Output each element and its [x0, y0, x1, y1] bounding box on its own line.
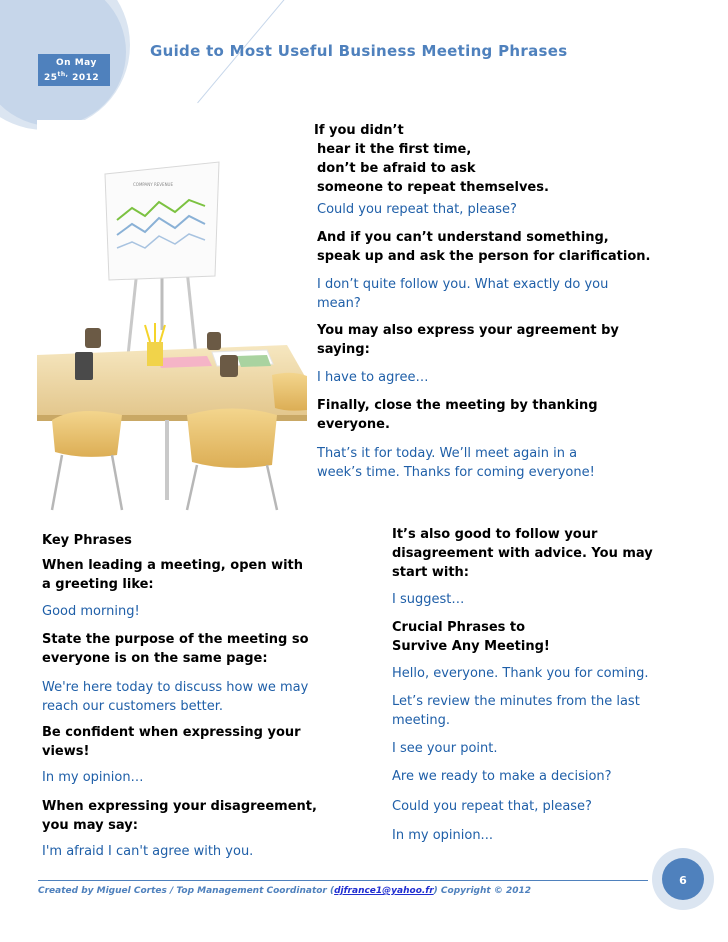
- phrase-agree: I have to agree…: [317, 370, 429, 385]
- phrase-hello: Hello, everyone. Thank you for coming.: [392, 666, 649, 681]
- phrase-greeting: Good morning!: [42, 604, 140, 619]
- crucial-phrases-heading: Crucial Phrases to Survive Any Meeting!: [392, 620, 550, 654]
- meeting-room-image: [37, 120, 307, 513]
- key-phrases-heading: Key Phrases: [42, 533, 132, 548]
- phrase-purpose: We're here today to discuss how we may reach our customers better.: [42, 680, 309, 714]
- svg-text:COMPANY REVENUE: COMPANY REVENUE: [133, 182, 174, 187]
- phrase-disagree: I'm afraid I can't agree with you.: [42, 844, 254, 859]
- purpose-heading: State the purpose of the meeting so everyone is on the same page:: [42, 632, 309, 666]
- advice-heading: It’s also good to follow your disagreement with advice. You may start with:: [392, 527, 653, 580]
- intro-heading: If you didn’t hear it the first time, don’t be afraid to ask someone to repeat themselves.: [314, 123, 549, 195]
- phrase-decision: Are we ready to make a decision?: [392, 769, 612, 784]
- confident-heading: Be confident when expressing your views!: [42, 725, 301, 759]
- footer-email-link[interactable]: djfrance1@yahoo.fr: [334, 886, 434, 896]
- phrase-repeat-2: Could you repeat that, please?: [392, 799, 592, 814]
- date-line1: On May: [56, 58, 97, 68]
- disagreement-heading: When expressing your disagreement, you may say:: [42, 799, 317, 833]
- phrase-see-point: I see your point.: [392, 741, 498, 756]
- phrase-review: Let’s review the minutes from the last meeting.: [392, 694, 640, 728]
- agreement-heading: You may also express your agreement by saying:: [317, 323, 619, 357]
- page-title: Guide to Most Useful Business Meeting Phrases: [150, 42, 568, 60]
- date-line2: $25^{th,}$ 2012: [44, 71, 100, 83]
- phrase-repeat: Could you repeat that, please?: [317, 202, 517, 217]
- phrase-opinion-2: In my opinion...: [392, 828, 493, 843]
- phrase-follow: I don’t quite follow you. What exactly do you mean?: [317, 277, 609, 311]
- footer-credit: Created by Miguel Cortes / Top Management Coordinator (djfrance1@yahoo.fr) Copyright © 2012: [38, 886, 532, 896]
- phrase-suggest: I suggest…: [392, 592, 465, 607]
- page-number: 6: [662, 858, 704, 900]
- clarification-heading: And if you can’t understand something, speak up and ask the person for clarification.: [317, 230, 651, 264]
- date-badge: [38, 54, 110, 86]
- phrase-closing: That’s it for today. We’ll meet again in a week’s time. Thanks for coming everyone!: [317, 446, 595, 480]
- greeting-heading: When leading a meeting, open with a greeting like:: [42, 558, 304, 592]
- phrase-opinion: In my opinion…: [42, 770, 144, 785]
- footer-divider: [38, 880, 648, 881]
- closing-heading: Finally, close the meeting by thanking everyone.: [317, 398, 598, 432]
